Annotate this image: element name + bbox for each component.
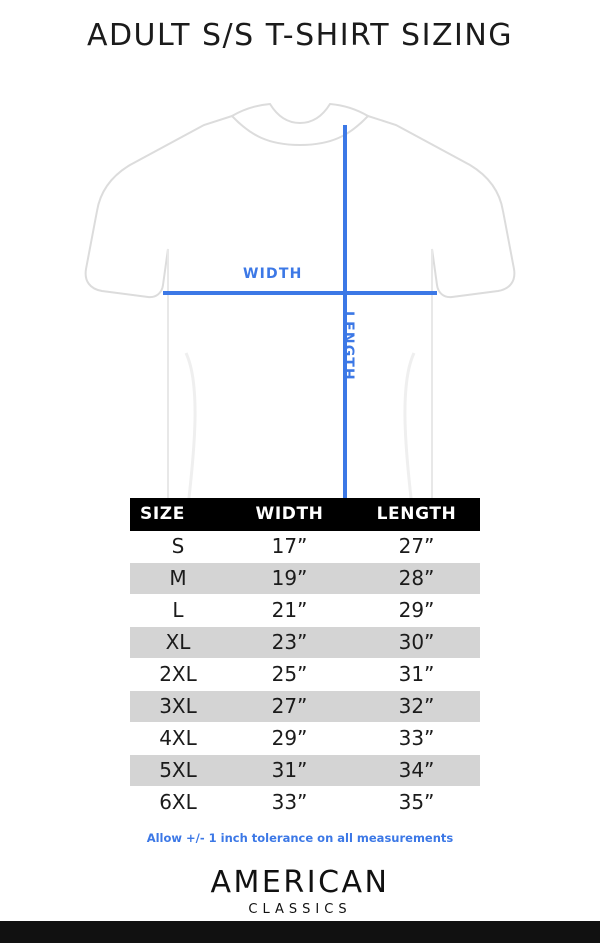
cell-size: L xyxy=(130,595,226,627)
cell-width: 21” xyxy=(226,595,353,627)
cell-length: 31” xyxy=(353,659,480,691)
cell-length: 27” xyxy=(353,531,480,563)
cell-width: 23” xyxy=(226,627,353,659)
size-table-container xyxy=(130,498,470,819)
header-size: SIZE xyxy=(130,498,226,531)
cell-size: 4XL xyxy=(130,723,226,755)
tshirt-diagram xyxy=(0,53,600,498)
cell-length: 32” xyxy=(353,691,480,723)
cell-length: 34” xyxy=(353,755,480,787)
cell-length: 29” xyxy=(353,595,480,627)
table-row xyxy=(130,659,480,691)
table-row xyxy=(130,531,480,563)
cell-size: 3XL xyxy=(130,691,226,723)
cell-size: 6XL xyxy=(130,787,226,819)
cell-width: 31” xyxy=(226,755,353,787)
cell-length: 28” xyxy=(353,563,480,595)
cell-width: 33” xyxy=(226,787,353,819)
table-row xyxy=(130,627,480,659)
table-row xyxy=(130,595,480,627)
table-row xyxy=(130,691,480,723)
cell-width: 25” xyxy=(226,659,353,691)
brand-name: AMERICAN xyxy=(210,865,390,900)
table-row xyxy=(130,787,480,819)
cell-length: 33” xyxy=(353,723,480,755)
cell-width: 19” xyxy=(226,563,353,595)
brand-subtitle: CLASSICS xyxy=(248,902,352,917)
cell-size: M xyxy=(130,563,226,595)
length-label: LENGTH xyxy=(340,311,356,381)
size-table xyxy=(130,498,480,819)
table-row xyxy=(130,723,480,755)
width-label: WIDTH xyxy=(243,266,303,282)
cell-width: 27” xyxy=(226,691,353,723)
table-header-row xyxy=(130,498,480,531)
cell-size: S xyxy=(130,531,226,563)
tolerance-note: Allow +/- 1 inch tolerance on all measurements xyxy=(146,831,454,845)
table-row xyxy=(130,563,480,595)
cell-width: 29” xyxy=(226,723,353,755)
cell-width: 17” xyxy=(226,531,353,563)
header-length: LENGTH xyxy=(353,498,480,531)
cell-length: 30” xyxy=(353,627,480,659)
table-row xyxy=(130,755,480,787)
cell-size: 5XL xyxy=(130,755,226,787)
cell-length: 35” xyxy=(353,787,480,819)
header-width: WIDTH xyxy=(226,498,353,531)
cell-size: XL xyxy=(130,627,226,659)
footer-bar xyxy=(0,921,600,943)
page-title: ADULT S/S T-SHIRT SIZING xyxy=(86,18,514,53)
brand-logo xyxy=(0,865,600,917)
cell-size: 2XL xyxy=(130,659,226,691)
